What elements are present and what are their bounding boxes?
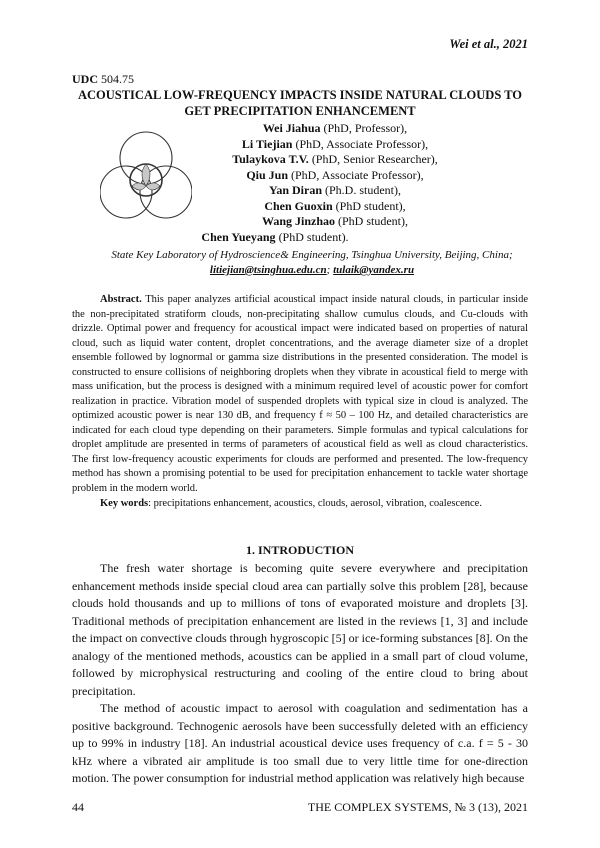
journal-footer: THE COMPLEX SYSTEMS, № 3 (13), 2021 [307, 800, 528, 814]
journal-logo [100, 128, 192, 228]
email-link[interactable]: tulaik@yandex.ru [333, 264, 415, 276]
abstract-label: Abstract. [100, 294, 142, 305]
author-name: Qiu Jun [246, 167, 289, 182]
author-line [190, 121, 480, 137]
udc-label: UDC [72, 72, 98, 86]
udc-line [72, 72, 134, 87]
author-list [190, 121, 480, 245]
author-line [190, 152, 480, 168]
email-separator: ; [326, 264, 334, 276]
author-name: Chen Guoxin [264, 198, 333, 213]
author-role: (Ph.D. student), [322, 183, 401, 197]
email-link[interactable]: litiejian@tsinghua.edu.cn [209, 264, 327, 276]
author-line [190, 183, 480, 199]
abstract-block [72, 293, 528, 512]
author-line [190, 214, 480, 230]
author-role: (PhD, Associate Professor), [288, 167, 424, 182]
author-role: (PhD, Professor), [320, 121, 408, 135]
udc-value: 504.75 [98, 72, 134, 86]
abstract-paragraph [72, 293, 528, 496]
email-list [96, 263, 528, 278]
author-name: Tulaykova T.V. [232, 152, 309, 166]
running-head: Wei et al., 2021 [449, 37, 528, 51]
author-name: Li Tiejian [241, 136, 293, 151]
author-role: (PhD, Senior Researcher), [308, 152, 438, 166]
author-name: Yan Diran [268, 183, 322, 197]
author-line [190, 137, 480, 153]
author-line [190, 168, 480, 184]
affiliation-block [96, 248, 528, 278]
body-paragraph: The fresh water shortage is becoming quite severe everywhere and precipitation enhancement methods inside special cloud area can partially solve this problem [28], because clouds hold thousands and up to millions of tons of evaporated moisture and droplets [3]. Traditional methods of precipitation enhancement are listed in the reviews [1, 3] and include the impact on convective clouds through hygroscopic [5] or ice-forming substances [8]. On the analogy of the mentioned methods, acoustics can be applied in a small part of cloud volume, followed by microphysical restructuring and cooling of the entire cloud to bring about precipitation. [72, 561, 528, 698]
paper-title: ACOUSTICAL LOW-FREQUENCY IMPACTS INSIDE NATURAL CLOUDS TO GET PRECIPITATION ENHANCEMENT [77, 88, 523, 118]
affiliation: State Key Laboratory of Hydroscience& Engineering, Tsinghua University, Beijing, China; [111, 249, 513, 261]
author-role: (PhD student), [332, 198, 406, 213]
body-text [72, 560, 528, 788]
keywords-paragraph [72, 497, 528, 512]
author-name: Chen Yueyang [201, 229, 276, 244]
author-name: Wei Jiahua [262, 121, 321, 135]
page-number: 44 [72, 800, 84, 814]
author-name: Wang Jinzhao [261, 214, 336, 228]
abstract-text: This paper analyzes artificial acoustical impact inside natural clouds, in particular inside the non-precipitated stratiform clouds, non-precipitating shallow cumulus clouds, and Cu-clouds with drizzle. Optimal power and frequency for acoustical impact were indicated based on properties of natural cloud, such as liquid water content, droplet concentrations, and the average diameter size of a droplet ensemble followed by lognormal or gamma size distributions in the presented consideration. The model is constructed to ensure collisions of neighboring droplets when they vibrate in acoustical field to merge with mass unification, but the process is designed with a minimum required level of acoustic power for comfort realization in practice. Vibration model of suspended droplets with typical size in cloud is analyzed. The optimized acoustic power is near 130 dB, and frequency f ≈ 50 – 100 Hz, and detailed characteristics are indicated for each cloud type depending on their parameters. Simple formulas and typical calculations for droplet amplitude are presented in terms of parameters of acoustical field as well as cloud characteristics. The first low-frequency acoustic experiments for clouds are performed and presented. The low-frequency method has shown a promising potential to be used for precipitation enhancement to tackle water shortage problem in the modern world. [72, 294, 528, 494]
keywords-label: Key words [100, 498, 149, 509]
author-line [70, 230, 480, 246]
author-line [190, 199, 480, 215]
keywords-text: : precipitations enhancement, acoustics, clouds, aerosol, vibration, coalescence. [148, 498, 482, 509]
logo-petal-top [142, 164, 150, 186]
body-paragraph: The method of acoustic impact to aerosol with coagulation and sedimentation has a positive background. Technogenic aerosols have been successfully deleted with an efficiency up to 99% in industry [18]. An industrial acoustical device uses frequency of c.a. f = 5 - 30 kHz where a vibrated air amplitude is too small due to very little time for one-direction motion. The power consumption for industrial method application was relatively high because [72, 701, 528, 785]
section-heading: 1. INTRODUCTION [245, 543, 354, 557]
author-role: (PhD student), [335, 214, 409, 228]
author-role: (PhD student). [275, 229, 349, 244]
author-role: (PhD, Associate Professor), [292, 136, 429, 151]
